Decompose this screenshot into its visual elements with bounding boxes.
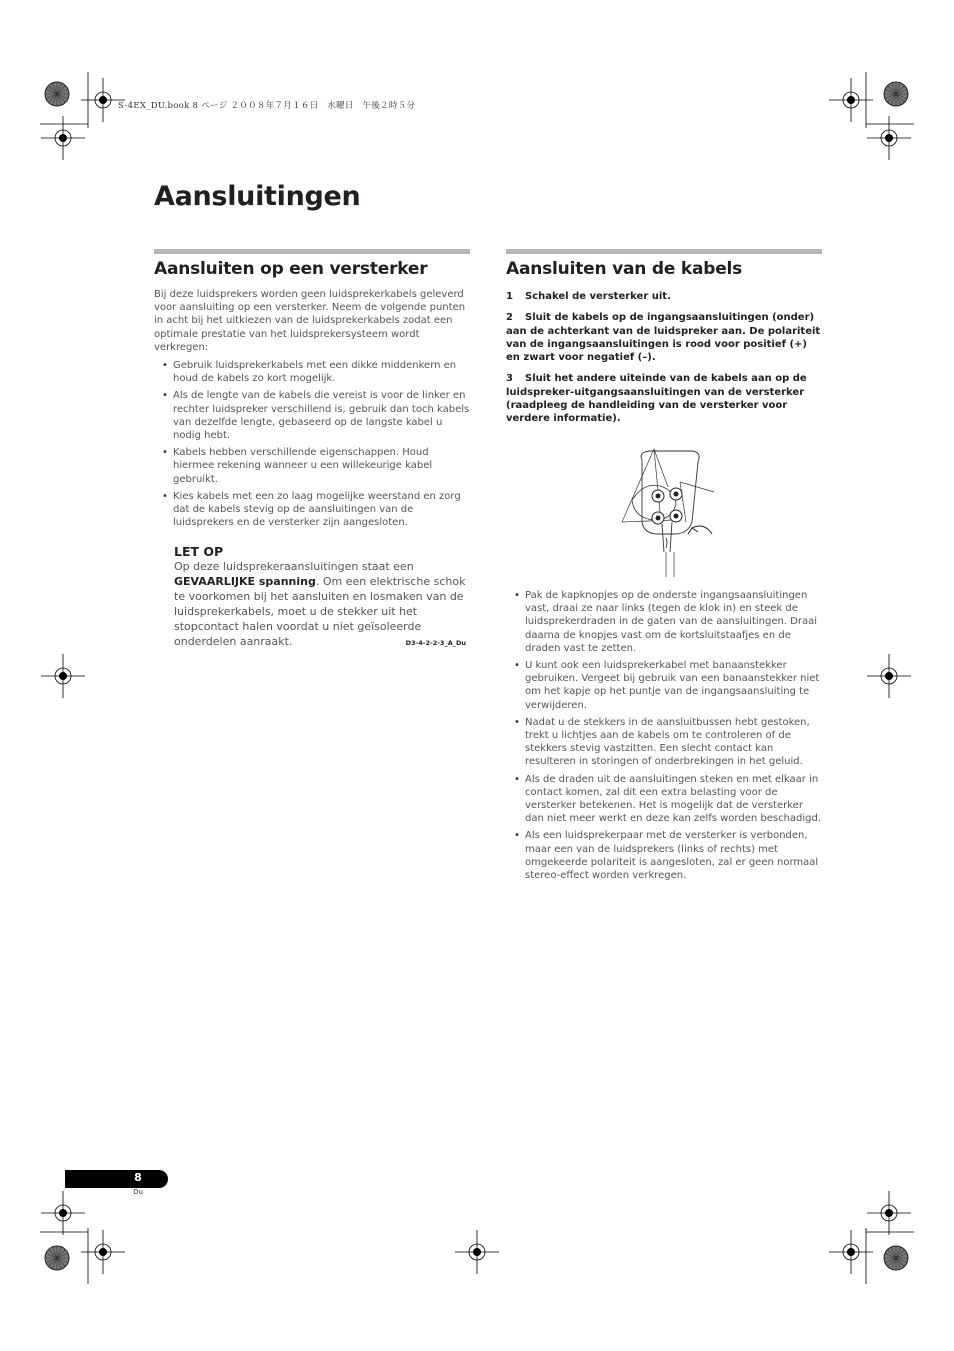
list-item: • Als de draden uit de aansluitingen steken en met elkaar in contact komen, zal dit een extra belasting voor de versterker betekenen. Het is mogelijk dat de versterker dan niet meer werkt en deze kan zelfs worden beschadigd. bbox=[506, 773, 824, 826]
page-title: Aansluitingen bbox=[154, 181, 361, 212]
print-meta-line: S-4EX_DU.book 8 ページ ２００８年７月１６日 水曜日 午後２時５分 bbox=[118, 101, 416, 111]
caution-text bbox=[174, 559, 466, 649]
step-number: 1 bbox=[506, 291, 513, 302]
right-column bbox=[506, 249, 822, 434]
caution-text-part: Op deze luidsprekeraansluitingen staat een bbox=[174, 560, 414, 574]
step-number: 3 bbox=[506, 373, 513, 385]
list-item: • U kunt ook een luidsprekerkabel met banaanstekker gebruiken. Vergeet bij gebruik van een banaanstekker niet om het kapje op het puntje van de ingangsaansluiting te verwijderen. bbox=[506, 659, 824, 712]
step-item bbox=[506, 372, 822, 425]
list-item: • Kies kabels met een zo laag mogelijke weerstand en zorg dat de kabels stevig op de aansluitingen van de luidsprekers en de versterker zijn aangesloten. bbox=[154, 490, 470, 530]
list-item: • Pak de kapknopjes op de onderste ingangsaansluitingen vast, draai ze naar links (tegen de klok in) en steek de luidsprekerdraden in de gaten van de aansluitingen. Draai daarna de knopjes vast om de kortsluitstaafjes en de draden vast te zetten. bbox=[506, 589, 824, 655]
section-divider-bar bbox=[154, 249, 470, 254]
intro-paragraph: Bij deze luidsprekers worden geen luidsprekerkabels geleverd voor aansluiting op een versterker. Neem de volgende punten in acht bij het uitkiezen van de luidsprekerkabels zodat een optimale prestatie van het luidsprekersysteem wordt verkregen: bbox=[154, 289, 466, 353]
list-item: • Kabels hebben verschillende eigenschappen. Houd hiermee rekening wanneer u een willekeurige kabel gebruikt. bbox=[154, 446, 470, 486]
caution-block bbox=[154, 544, 470, 649]
caution-text-emphasis: GEVAARLIJKE spanning bbox=[174, 575, 316, 589]
step-item bbox=[506, 290, 822, 303]
step-text: Schakel de versterker uit. bbox=[525, 291, 671, 302]
step-item bbox=[506, 311, 822, 364]
list-item: • Nadat u de stekkers in de aansluitbussen hebt gestoken, trekt u lichtjes aan de kabels om te controleren of de stekkers stevig vastzitten. Een slecht contact kan resulteren in storingen of onderbrekingen in het geluid. bbox=[506, 716, 824, 769]
section-heading-cables: Aansluiten van de kabels bbox=[506, 259, 743, 279]
step-text: Sluit het andere uiteinde van de kabels aan op de luidspreker-uitgangsaansluitingen van de versterker (raadpleeg de handleiding van de versterker voor verdere informatie). bbox=[506, 373, 807, 425]
left-column bbox=[154, 249, 470, 649]
list-item: • Als een luidsprekerpaar met de versterker is verbonden, maar een van de luidsprekers (links of rechts) met omgekeerde polariteit is aangesloten, zal er geen normaal stereo-effect worden verkregen. bbox=[506, 829, 824, 882]
caution-text-part: . Om een elektrische schok te voorkomen bij het aansluiten en losmaken van de luidsprekerkabels, moet u de stekker uit het stopcontact halen voordat u niet geïsoleerde onderdelen aanraakt. bbox=[174, 575, 466, 649]
list-item: • Als de lengte van de kabels die vereist is voor de linker en rechter luidspreker verschillend is, gebruik dan toch kabels van dezelfde lengte, gebaseerd op de langste kabel u nodig hebt. bbox=[154, 389, 470, 442]
page-number: 8 bbox=[134, 1171, 142, 1184]
caution-heading: LET OP bbox=[174, 544, 224, 560]
speaker-terminal-illustration bbox=[614, 442, 724, 582]
page-number-tab bbox=[65, 1170, 168, 1188]
connection-notes-list bbox=[506, 589, 824, 886]
page-language-code: Du bbox=[133, 1188, 143, 1196]
cable-tips-list bbox=[154, 359, 470, 529]
step-number: 2 bbox=[506, 312, 513, 324]
section-heading-amplifier: Aansluiten op een versterker bbox=[154, 259, 428, 279]
step-text: Sluit de kabels op de ingangsaansluitingen (onder) aan de achterkant van de luidspreker aan. De polariteit van de ingangsaansluitingen is rood voor positief (+) en zwart voor negatief (–). bbox=[506, 312, 821, 364]
steps-list bbox=[506, 290, 822, 426]
section-divider-bar bbox=[506, 249, 822, 254]
list-item: • Gebruik luidsprekerkabels met een dikke middenkern en houd de kabels zo kort mogelijk. bbox=[154, 359, 470, 385]
caution-code: D3-4-2-2-3_A_Du bbox=[405, 639, 466, 648]
